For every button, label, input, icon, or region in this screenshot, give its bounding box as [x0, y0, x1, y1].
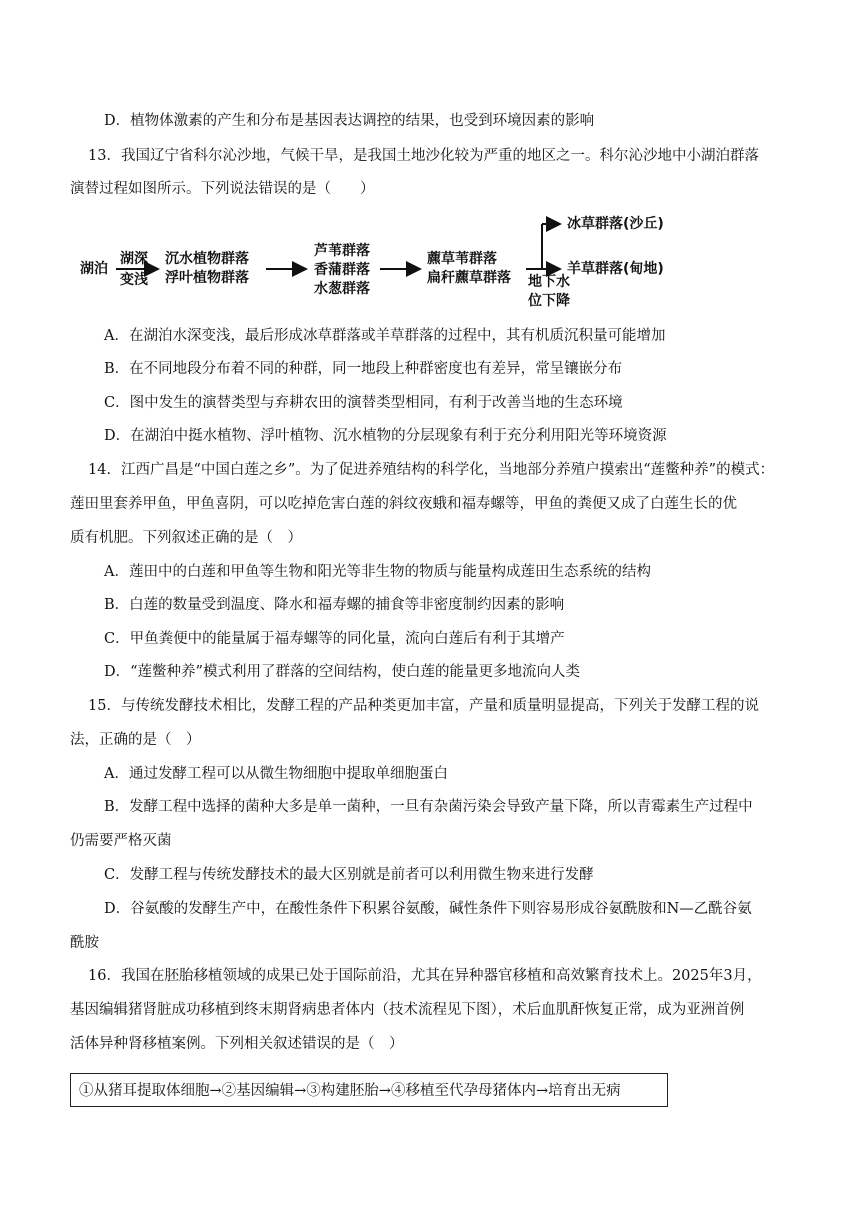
- cond-2a: 地下水: [528, 274, 570, 290]
- node-stage2c: 水葱群落: [314, 281, 370, 297]
- q14-option-d: D．“莲鳖种养”模式利用了群落的空间结构，使白莲的能量更多地流向人类: [104, 664, 580, 680]
- technique-flow-text: ①从猪耳提取体细胞→②基因编辑→③构建胚胎→④移植至代孕母猪体内→培育出无病: [79, 1083, 621, 1099]
- q15-option-b-line-1: B．发酵工程中选择的菌种大多是单一菌种，一旦有杂菌污染会导致产量下降，所以青霉素生产过程中: [104, 799, 753, 815]
- q13-stem-line-1: 13．我国辽宁省科尔沁沙地，气候干旱，是我国土地沙化较为严重的地区之一。科尔沁沙地中小湖泊群落: [88, 148, 759, 164]
- q14-stem-line-3: 质有机肥。下列叙述正确的是（ ）: [70, 530, 302, 546]
- q15-option-d-line-1: D．谷氨酸的发酵生产中，在酸性条件下积累谷氨酸，碱性条件下则容易形成谷氨酰胺和N—乙酰谷氨: [104, 901, 752, 917]
- q15-option-b-line-2: 仍需要严格灭菌: [70, 833, 172, 849]
- q14-stem-line-1: 14．江西广昌是“中国白莲之乡”。为了促进养殖结构的科学化，当地部分养殖户摸索出“莲鳖种养”的模式：: [88, 462, 775, 478]
- q15-stem-line-2: 法，正确的是（ ）: [70, 732, 201, 748]
- q16-stem-line-1: 16．我国在胚胎移植领域的成果已处于国际前沿，尤其在异种器官移植和高效繁育技术上。2025年3月，: [88, 968, 762, 984]
- q12-option-d: D．植物体激素的产生和分布是基因表达调控的结果，也受到环境因素的影响: [104, 113, 595, 129]
- node-stage3b: 扁秆藨草群落: [427, 270, 511, 286]
- q15-option-a: A．通过发酵工程可以从微生物细胞中提取单细胞蛋白: [104, 766, 448, 782]
- cond-1b: 变浅: [120, 272, 148, 288]
- node-stage1b: 浮叶植物群落: [165, 270, 249, 286]
- cond-1a: 湖深: [120, 251, 148, 267]
- q16-stem-line-2: 基因编辑猪肾脏成功移植到终末期肾病患者体内（技术流程见下图），术后血肌酐恢复正常，成为亚洲首例: [70, 1002, 745, 1018]
- q13-option-a: A．在湖泊水深变浅，最后形成冰草群落或羊草群落的过程中，其有机质沉积量可能增加: [104, 328, 666, 344]
- q13-option-d: D．在湖泊中挺水植物、浮叶植物、沉水植物的分层现象有利于充分利用阳光等环境资源: [104, 428, 667, 444]
- q15-option-d-line-2: 酰胺: [70, 935, 99, 951]
- node-stage2a: 芦苇群落: [314, 243, 370, 259]
- cond-2b: 位下降: [528, 293, 570, 309]
- q13-option-b: B．在不同地段分布着不同的种群，同一地段上种群密度也有差异，常呈镶嵌分布: [104, 361, 623, 377]
- q15-stem-line-1: 15．与传统发酵技术相比，发酵工程的产品种类更加丰富，产量和质量明显提高，下列关于发酵工程的说: [88, 698, 759, 714]
- node-end2: 羊草群落(甸地): [567, 261, 664, 277]
- q13-stem-line-2: 演替过程如图所示。下列说法错误的是（ ）: [70, 181, 375, 197]
- q14-option-c: C．甲鱼粪便中的能量属于福寿螺等的同化量，流向白莲后有利于其增产: [104, 631, 565, 647]
- q16-stem-line-3: 活体异种肾移植案例。下列相关叙述错误的是（ ）: [70, 1036, 404, 1052]
- q14-option-a: A．莲田中的白莲和甲鱼等生物和阳光等非生物的物质与能量构成莲田生态系统的结构: [104, 564, 651, 580]
- node-stage1a: 沉水植物群落: [165, 251, 249, 267]
- node-stage2b: 香蒲群落: [314, 262, 370, 278]
- node-stage3a: 藨草苇群落: [427, 251, 497, 267]
- node-lake: 湖泊: [80, 261, 108, 277]
- technique-flow-box: [70, 1073, 668, 1107]
- q14-option-b: B．白莲的数量受到温度、降水和福寿螺的捕食等非密度制约因素的影响: [104, 597, 565, 613]
- node-end1: 冰草群落(沙丘): [567, 216, 664, 232]
- q13-option-c: C．图中发生的演替类型与弃耕农田的演替类型相同，有利于改善当地的生态环境: [104, 395, 623, 411]
- q14-stem-line-2: 莲田里套养甲鱼，甲鱼喜阴，可以吃掉危害白莲的斜纹夜蛾和福寿螺等，甲鱼的粪便又成了白莲生长的优: [70, 496, 737, 512]
- q15-option-c: C．发酵工程与传统发酵技术的最大区别就是前者可以利用微生物来进行发酵: [104, 867, 594, 883]
- succession-diagram: [70, 210, 710, 310]
